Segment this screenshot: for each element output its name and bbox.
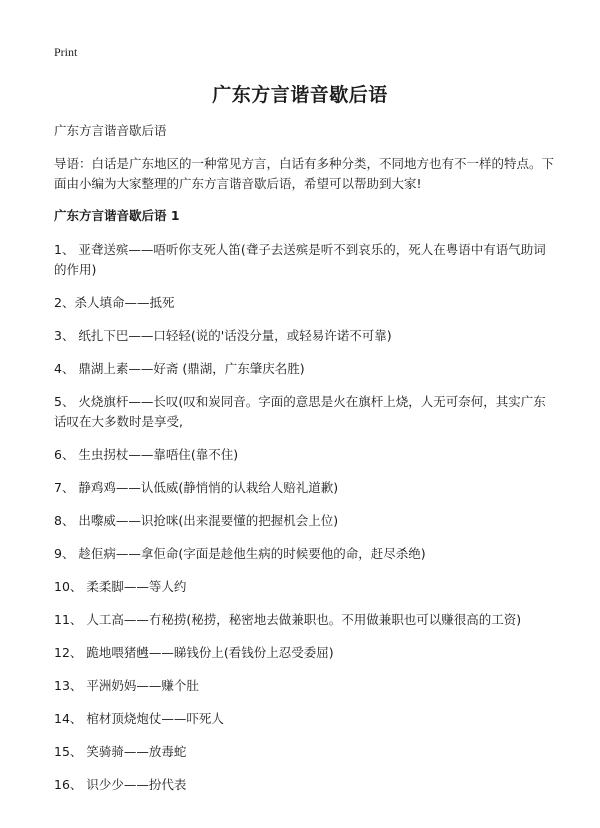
print-link[interactable]: Print — [54, 45, 78, 59]
idiom-list — [54, 240, 554, 795]
list-item: 15、 笑骑骑——放毒蛇 — [54, 744, 187, 759]
intro-paragraph: 导语：白话是广东地区的一种常见方言，白话有多种分类，不同地方也有不一样的特点。下面由小编为大家整理的广东方言谐音歇后语，希望可以帮助到大家! — [54, 156, 555, 191]
list-item: 5、 火烧旗杆——长叹(叹和炭同音。字面的意思是火在旗杆上烧，人无可奈何，其实广东话叹在大多数时是享受, — [54, 394, 546, 429]
list-item: 9、 趁佢病——拿佢命(字面是趁他生病的时候要他的命，赶尽杀绝) — [54, 546, 426, 561]
list-item: 3、 纸扎下巴——口轻轻(说的'话没分量，或轻易许诺不可靠) — [54, 328, 392, 343]
list-item: 1、 亚聋送殡——唔听你支死人笛(聋子去送殡是听不到哀乐的，死人在粤语中有语气助词的作用) — [54, 242, 546, 277]
document-subtitle: 广东方言谐音歇后语 — [54, 123, 167, 138]
list-item: 8、 出嚟威——识抢咪(出来混要懂的把握机会上位) — [54, 513, 339, 528]
list-item: 12、 跪地喂猪乸——睇钱份上(看钱份上忍受委屈) — [54, 645, 334, 660]
list-item: 14、 棺材顶烧炮仗——吓死人 — [54, 711, 224, 726]
document-title: 广东方言谐音歇后语 — [212, 84, 388, 106]
list-item: 2、杀人填命——抵死 — [54, 295, 175, 310]
list-item: 11、 人工高——冇秘捞(秘捞，秘密地去做兼职也。不用做兼职也可以赚很高的工资) — [54, 612, 522, 627]
document-body — [54, 121, 554, 795]
list-item: 10、 柔柔脚——等人约 — [54, 579, 187, 594]
list-item: 13、 平洲奶妈——赚个肚 — [54, 678, 199, 693]
list-item: 6、 生虫拐杖——靠唔住(靠不住) — [54, 447, 239, 462]
list-item: 7、 静鸡鸡——认低威(静悄悄的认栽给人赔礼道歉) — [54, 480, 339, 495]
list-item: 4、 鼎湖上素——好斋 (鼎湖，广东肇庆名胜) — [54, 361, 305, 376]
section-heading: 广东方言谐音歇后语 1 — [54, 208, 180, 223]
list-item: 16、 识少少——扮代表 — [54, 777, 187, 792]
